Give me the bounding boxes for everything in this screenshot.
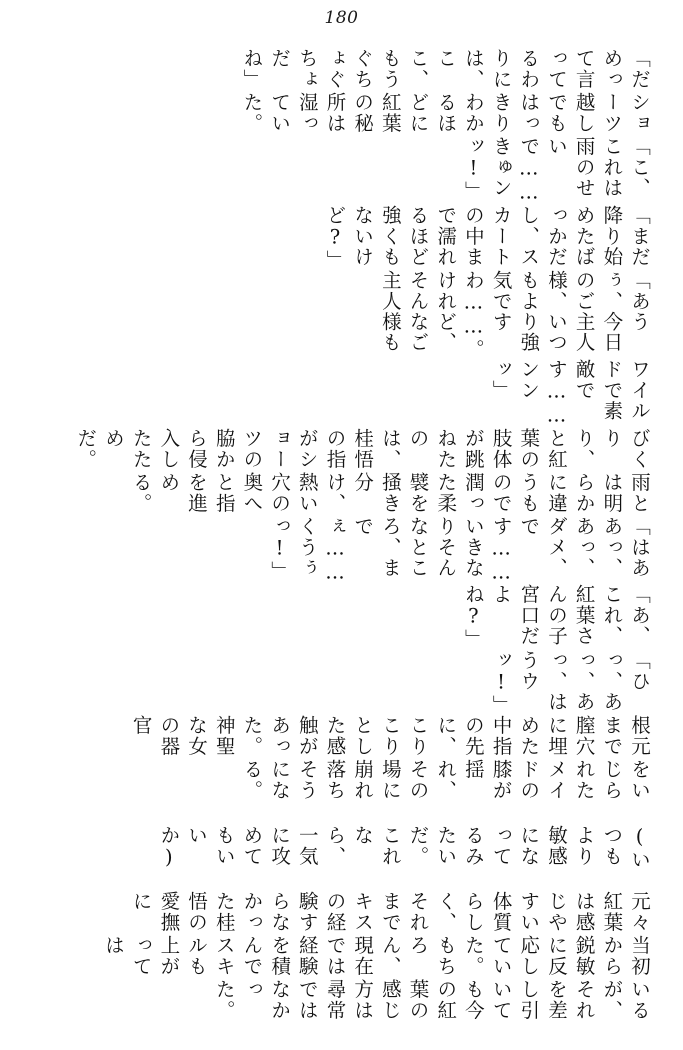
text-column: 根元まで膣穴に埋めた中指の先に、こりこりとした感触があった。神聖な女の器官 xyxy=(129,715,651,757)
text-column: 元々紅葉は感じやすい体質らしく、それまでキスの経験すらなかった桂悟の愛撫に xyxy=(129,891,651,933)
text-column: ワイルドで素敵です……ンンッ」 xyxy=(489,359,651,429)
text-column: 当初から鋭敏に反応していた。もちろん、現在では経験を積んでスキルも上がっては xyxy=(101,935,651,977)
text-column: 「あうぅ、今日のご主人様、いつもより強気ですわ……。けれど、そんなご主人様も xyxy=(378,269,651,360)
vertical-text-block xyxy=(30,48,653,1023)
text-column: 「だめって言ってるわりには、ここ、もうぐちょぐちょだね」 xyxy=(240,48,651,90)
text-column: 「あ、これ、紅葉さんの子宮口だよね?」 xyxy=(461,584,651,650)
text-column: ショーツ越しでもはっきりわかるほどに紅葉の秘所は湿っていた。 xyxy=(240,91,651,134)
text-column: 「まだ降り始めたばっかだし、スカートの中まで濡れるほど強くもないけど?」 xyxy=(323,204,651,270)
text-column: (いつもより敏感になってるみたいだ。これなら、一気に攻めてもいいか) xyxy=(157,824,651,870)
text-column: 雨とは明らかに違うもので潤った柔襞を掻き分け、熱い穴の奥へと指を進める。 xyxy=(129,471,651,514)
text-column: をいじられたメイドの膝が揺れ、その場に崩れ落ちそうになる。 xyxy=(240,758,651,801)
text-column: 「ひっ、あっ、あっ、はうウッ!」 xyxy=(489,649,651,716)
text-column: 「こ、これは雨のせいで……きゅンッ!」 xyxy=(461,135,651,205)
page-number: 180 xyxy=(324,8,359,28)
text-column: 「はああっ、あっ、ダメ、です……いきなりそんなところ、までぇ……くうぅっ!」 xyxy=(268,515,651,585)
text-column: びくりり、と紅葉の肢体が跳ねたのは、桂悟の指がショーツの脇から侵入したためだ。 xyxy=(74,428,651,470)
text-column: いるが、それを差し引いても今の紅葉の感じ方は尋常ではなかった。 xyxy=(212,979,651,1021)
